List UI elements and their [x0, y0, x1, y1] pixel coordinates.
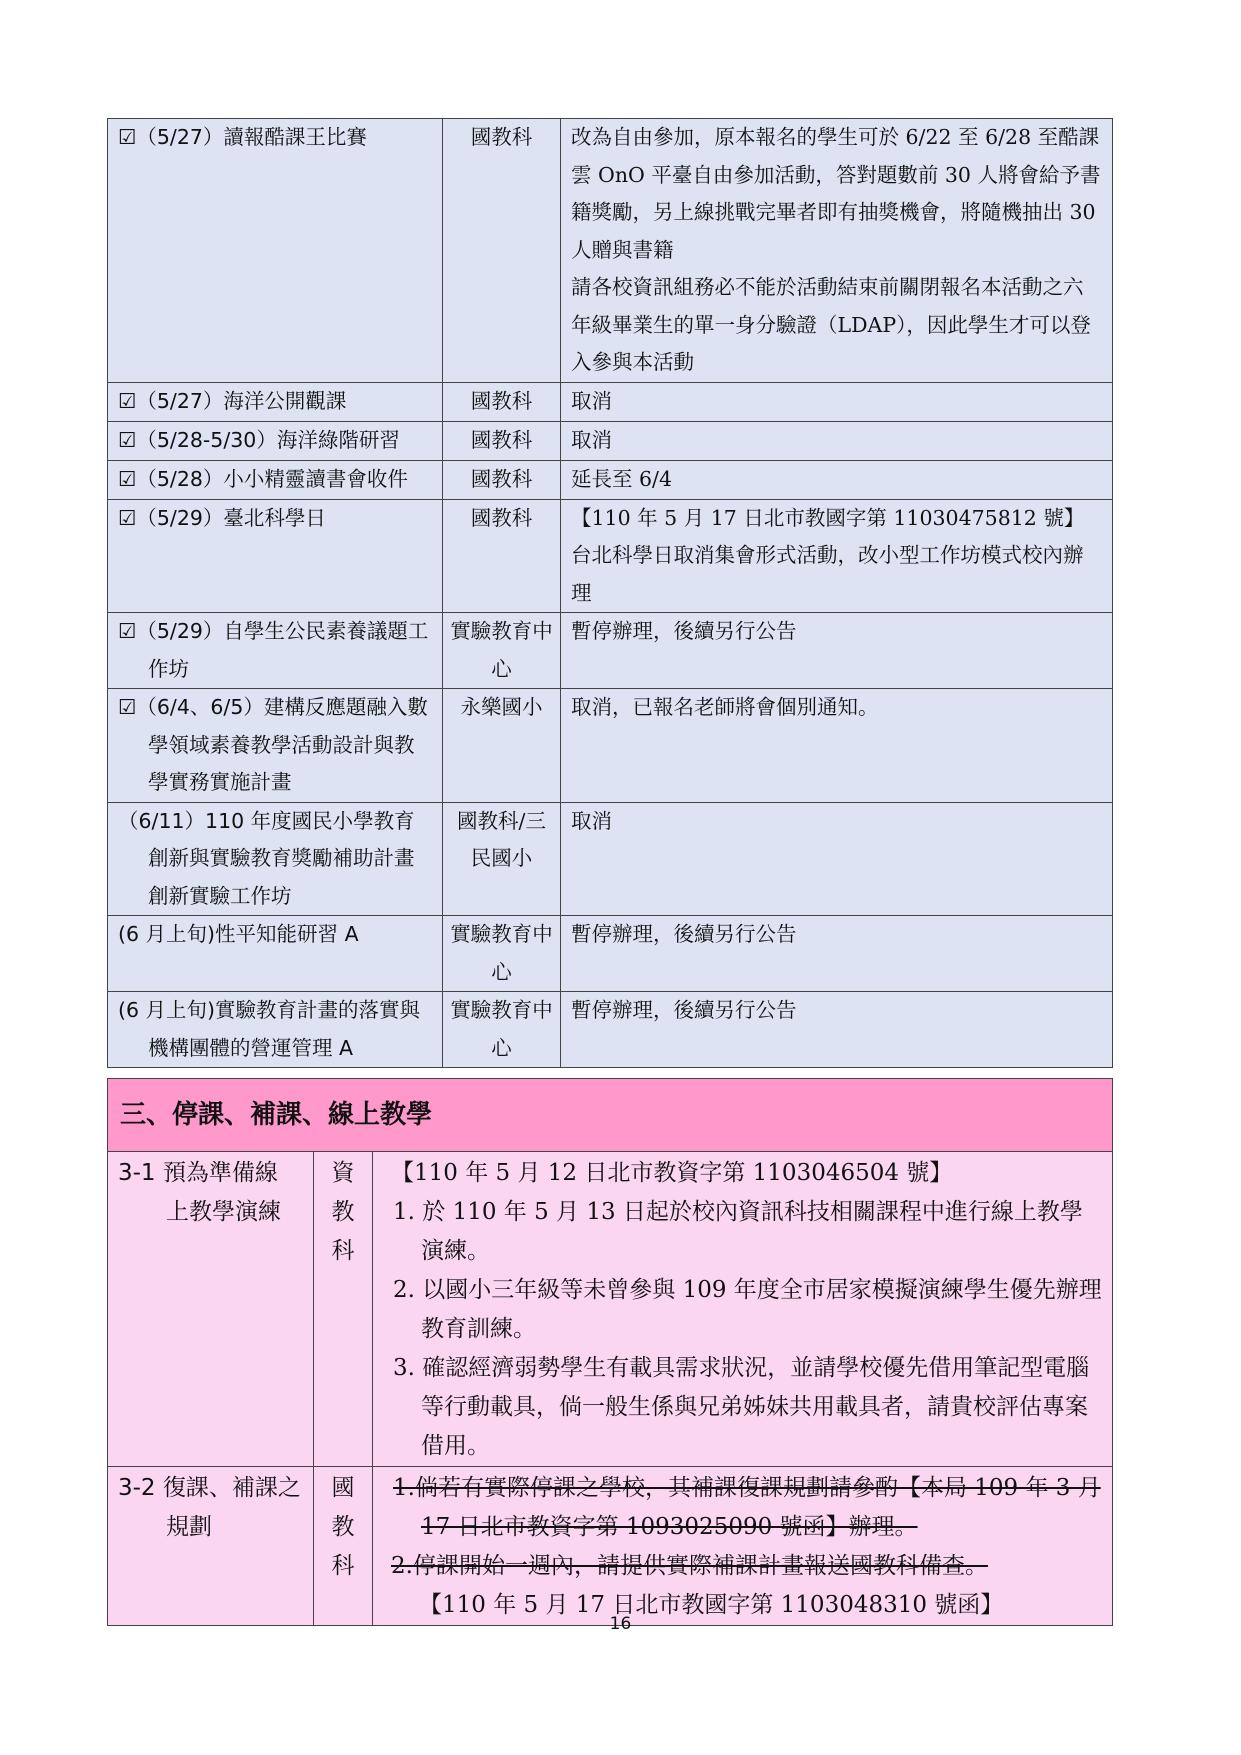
activity-cell: ☑（6/4、6/5）建構反應題融入數學領域素養教學活動設計與教學實務實施計畫 — [108, 689, 443, 803]
note-cell: 延長至 6/4 — [561, 460, 1113, 499]
item-number: 3-1 — [118, 1160, 156, 1186]
item-title-cell — [108, 1152, 314, 1467]
unit-char: 國 — [331, 1475, 355, 1501]
note-cell: 暫停辦理，後續另行公告 — [561, 613, 1113, 689]
content-cell — [373, 1152, 1113, 1467]
note-cell: 【110 年 5 月 17 日北市教國字第 11030475812 號】台北科學日取消集會形式活動，改小型工作坊模式校內辦理 — [561, 499, 1113, 613]
unit-cell: 國教科 — [443, 119, 561, 383]
unit-cell: 國教科 — [443, 499, 561, 613]
unit-char: 教 — [331, 1514, 355, 1540]
table-row — [108, 119, 1113, 383]
struck-list-item: 1.倘若有實際停課之學校，其補課復課規劃請參酌【本局 109 年 3 月 17 日北市教資字第 1093025090 號函】辦理。 — [393, 1475, 1101, 1540]
unit-cell: 實驗教育中心 — [443, 916, 561, 992]
item-title: 規劃 — [166, 1514, 212, 1540]
unit-char: 科 — [331, 1553, 355, 1579]
unit-cell: 國教科 — [443, 421, 561, 460]
suspension-table — [107, 1078, 1113, 1626]
note-cell — [561, 119, 1113, 383]
page-number: 16 — [609, 1614, 632, 1634]
section-header-row — [108, 1079, 1113, 1152]
table-row — [108, 992, 1113, 1068]
unit-char: 教 — [331, 1199, 355, 1225]
list-item: 1. 於 110 年 5 月 13 日起於校內資訊科技相關課程中進行線上教學演練。 — [393, 1199, 1083, 1264]
table-row — [108, 689, 1113, 803]
note-cell: 取消，已報名老師將會個別通知。 — [561, 689, 1113, 803]
document-reference: 【110 年 5 月 12 日北市教資字第 1103046504 號】 — [391, 1160, 953, 1186]
table-row — [108, 916, 1113, 992]
note-text: 請各校資訊組務必不能於活動結束前關閉報名本活動之六年級畢業生的單一身分驗證（LDAP），因此學生才可以登入參與本活動 — [571, 275, 1091, 374]
item-title-cell — [108, 1467, 314, 1626]
unit-cell: 國教科 — [443, 382, 561, 421]
note-cell: 暫停辦理，後續另行公告 — [561, 916, 1113, 992]
activity-cell: ☑（5/27）海洋公開觀課 — [108, 382, 443, 421]
table-row — [108, 613, 1113, 689]
note-cell: 取消 — [561, 382, 1113, 421]
unit-cell: 國教科 — [443, 460, 561, 499]
table-row — [108, 802, 1113, 916]
note-text: 改為自由參加，原本報名的學生可於 6/22 至 6/28 至酷課雲 OnO 平臺自由參加活動，答對題數前 30 人將會給予書籍獎勵，另上線挑戰完畢者即有抽獎機會，將隨機抽出 30 人贈與書籍 — [571, 125, 1101, 262]
note-cell: 暫停辦理，後續另行公告 — [561, 992, 1113, 1068]
table-row — [108, 382, 1113, 421]
table-row — [108, 499, 1113, 613]
table-row — [108, 1152, 1113, 1467]
unit-char: 科 — [331, 1238, 355, 1264]
item-title: 上教學演練 — [166, 1199, 281, 1225]
item-number: 3-2 — [118, 1475, 156, 1501]
unit-cell: 國教科/三民國小 — [443, 802, 561, 916]
unit-char: 資 — [331, 1160, 355, 1186]
activity-cell: (6 月上旬)性平知能研習 A — [108, 916, 443, 992]
section-title: 三、停課、補課、線上教學 — [108, 1079, 1113, 1152]
struck-list-item: 2.停課開始一週內，請提供實際補課計畫報送國教科備查。 — [391, 1553, 988, 1579]
activity-status-table — [107, 118, 1113, 1068]
activity-cell: (6 月上旬)實驗教育計畫的落實與機構團體的營運管理 A — [108, 992, 443, 1068]
unit-cell: 實驗教育中心 — [443, 613, 561, 689]
activity-cell: ☑（5/28）小小精靈讀書會收件 — [108, 460, 443, 499]
activity-cell: ☑（5/28-5/30）海洋綠階研習 — [108, 421, 443, 460]
document-reference: 【110 年 5 月 17 日北市教國字第 1103048310 號函】 — [419, 1592, 1004, 1618]
unit-cell — [314, 1152, 373, 1467]
activity-cell: ☑（5/29）自學生公民素養議題工作坊 — [108, 613, 443, 689]
list-item: 3. 確認經濟弱勢學生有載具需求狀況，並請學校優先借用筆記型電腦等行動載具，倘一般生係與兄弟姊妹共用載具者，請貴校評估專案借用。 — [393, 1355, 1090, 1459]
activity-cell: ☑（5/29）臺北科學日 — [108, 499, 443, 613]
unit-cell: 永樂國小 — [443, 689, 561, 803]
unit-cell — [314, 1467, 373, 1626]
unit-cell: 實驗教育中心 — [443, 992, 561, 1068]
activity-cell: （6/11）110 年度國民小學教育創新與實驗教育獎勵補助計畫創新實驗工作坊 — [108, 802, 443, 916]
table-row — [108, 460, 1113, 499]
list-item: 2. 以國小三年級等未曾參與 109 年度全市居家模擬演練學生優先辦理教育訓練。 — [393, 1277, 1102, 1342]
table-row — [108, 1467, 1113, 1626]
note-cell: 取消 — [561, 421, 1113, 460]
table-row — [108, 421, 1113, 460]
activity-cell: ☑（5/27）讀報酷課王比賽 — [108, 119, 443, 383]
item-title: 預為準備線 — [162, 1160, 278, 1186]
item-title: 復課、補課之 — [162, 1475, 301, 1501]
content-cell — [373, 1467, 1113, 1626]
note-cell: 取消 — [561, 802, 1113, 916]
